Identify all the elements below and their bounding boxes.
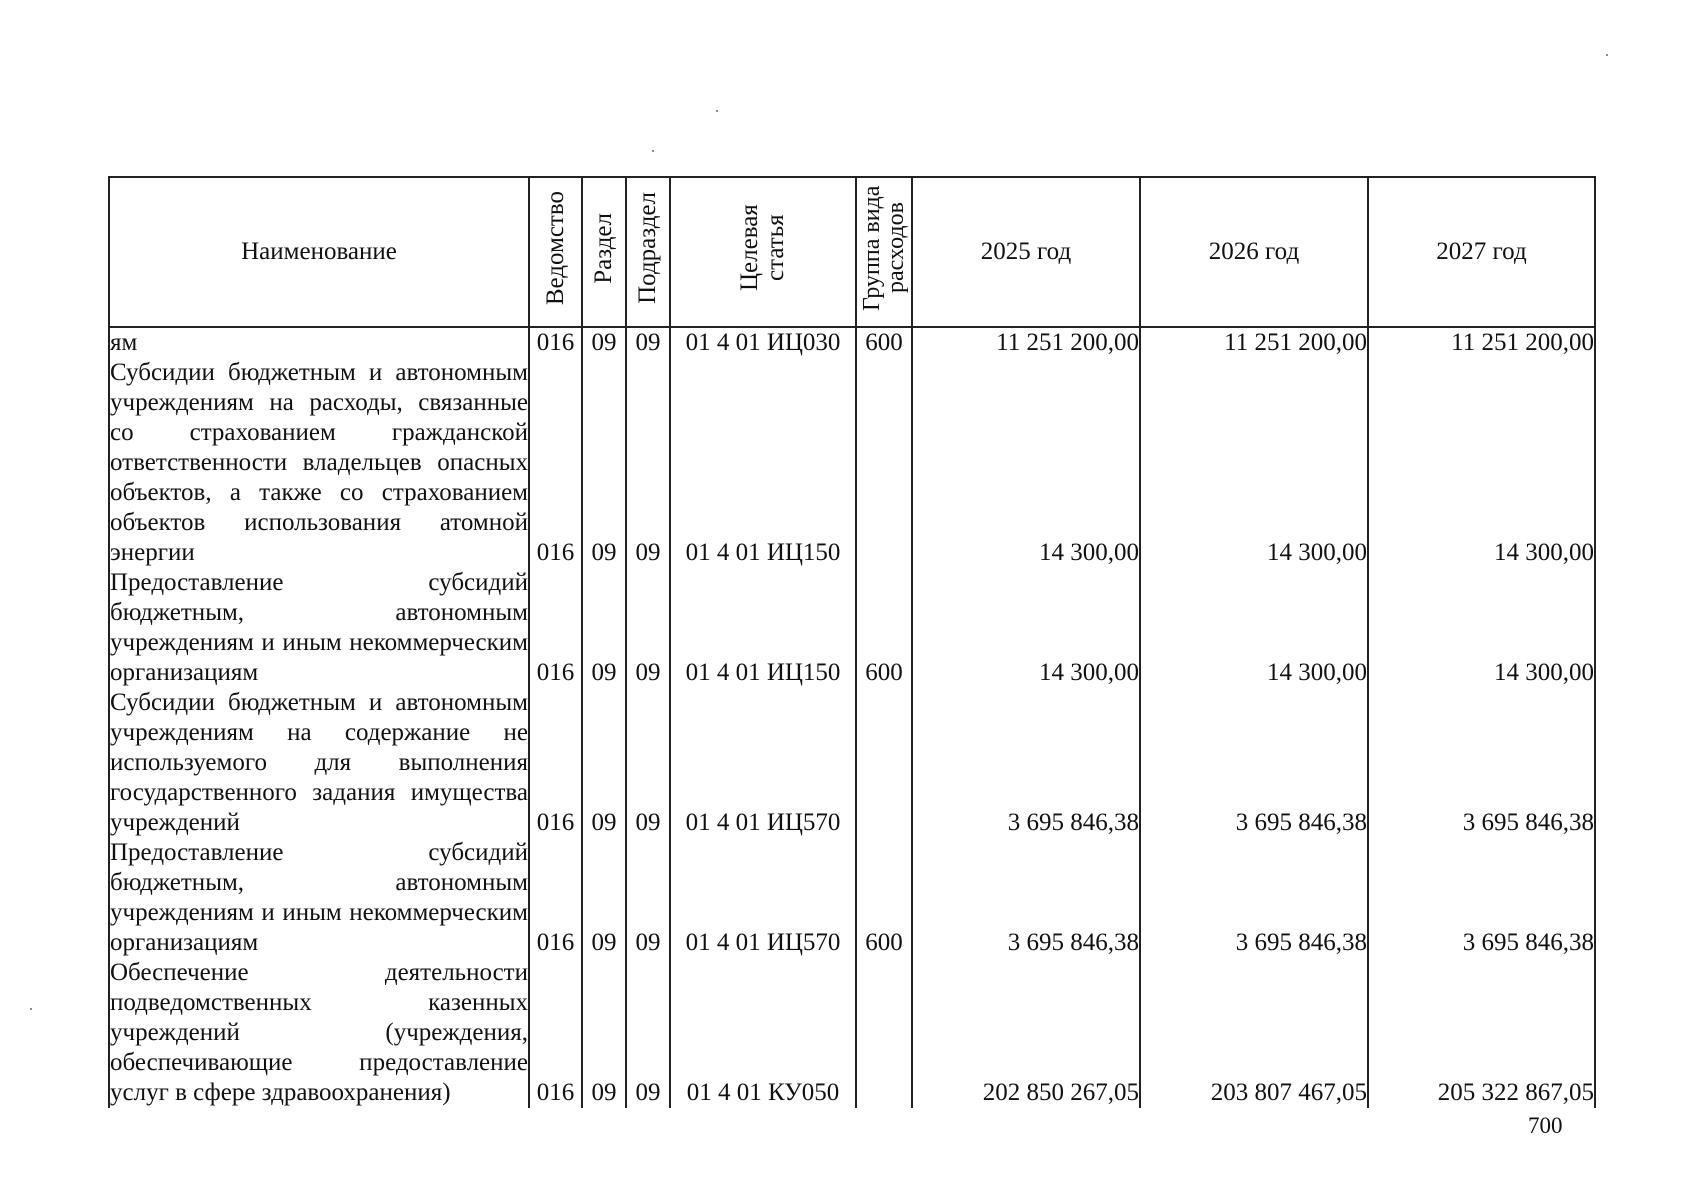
- row-name: Предоставление субсидий бюджетным, автономным учреждениям и иным некоммерческим организациям: [110, 569, 528, 686]
- scan-speck: [30, 1008, 32, 1010]
- row-amount-2027: 3 695 846,38: [1368, 688, 1595, 838]
- row-amount-2026: 3 695 846,38: [1140, 838, 1368, 958]
- row-expense-group: 600: [856, 838, 912, 958]
- row-subsection: 09: [626, 958, 670, 1108]
- row-target-article: 01 4 01 ИЦ570: [670, 688, 856, 838]
- table-row: [109, 327, 1595, 358]
- row-name: Субсидии бюджетным и автономным учреждениям на расходы, связанные со страхованием гражданской ответственности владельцев опасных объектов, а также со страхованием объектов использования атомной энергии: [110, 359, 528, 566]
- row-department: 016: [529, 688, 582, 838]
- header-section: Раздел: [582, 177, 626, 327]
- row-amount-2026: 11 251 200,00: [1140, 327, 1368, 358]
- budget-table: [108, 176, 1596, 1108]
- scan-speck: [652, 150, 654, 152]
- table-header-row: [109, 177, 1595, 327]
- header-name: Наименование: [109, 177, 529, 327]
- row-name: ям: [109, 327, 529, 358]
- table-row: [109, 958, 1595, 1108]
- row-amount-2027: 14 300,00: [1368, 358, 1595, 568]
- row-department: 016: [529, 568, 582, 688]
- row-subsection: 09: [626, 327, 670, 358]
- header-department: Ведомство: [529, 177, 582, 327]
- row-section: 09: [582, 327, 626, 358]
- row-department: 016: [529, 327, 582, 358]
- row-name: Обеспечение деятельности подведомственных казенных учреждений (учреждения, обеспечивающие предоставление услуг в сфере здравоохранения): [110, 959, 528, 1106]
- header-subsection: Подраздел: [626, 177, 670, 327]
- row-amount-2027: 11 251 200,00: [1368, 327, 1595, 358]
- row-section: 09: [582, 568, 626, 688]
- row-department: 016: [529, 958, 582, 1108]
- row-amount-2026: 3 695 846,38: [1140, 688, 1368, 838]
- row-section: 09: [582, 958, 626, 1108]
- row-target-article: 01 4 01 ИЦ030: [670, 327, 856, 358]
- row-expense-group: [856, 358, 912, 568]
- row-target-article: 01 4 01 ИЦ570: [670, 838, 856, 958]
- row-section: 09: [582, 688, 626, 838]
- row-expense-group: 600: [856, 327, 912, 358]
- row-amount-2026: 14 300,00: [1140, 358, 1368, 568]
- scan-speck: [716, 110, 718, 112]
- row-subsection: 09: [626, 688, 670, 838]
- row-amount-2027: 205 322 867,05: [1368, 958, 1595, 1108]
- row-amount-2026: 14 300,00: [1140, 568, 1368, 688]
- table-row: [109, 688, 1595, 838]
- header-expense-group: Группа вида расходов: [856, 177, 912, 327]
- table-row: [109, 568, 1595, 688]
- row-target-article: 01 4 01 ИЦ150: [670, 358, 856, 568]
- row-amount-2025: 14 300,00: [912, 568, 1140, 688]
- table-row: [109, 358, 1595, 568]
- row-amount-2025: 3 695 846,38: [912, 688, 1140, 838]
- row-amount-2025: 202 850 267,05: [912, 958, 1140, 1108]
- header-2025: 2025 год: [912, 177, 1140, 327]
- row-expense-group: 600: [856, 568, 912, 688]
- header-2026: 2026 год: [1140, 177, 1368, 327]
- row-amount-2025: 11 251 200,00: [912, 327, 1140, 358]
- row-subsection: 09: [626, 358, 670, 568]
- row-amount-2027: 14 300,00: [1368, 568, 1595, 688]
- row-target-article: 01 4 01 ИЦ150: [670, 568, 856, 688]
- row-section: 09: [582, 358, 626, 568]
- row-expense-group: [856, 688, 912, 838]
- row-name: Предоставление субсидий бюджетным, автономным учреждениям и иным некоммерческим организациям: [110, 839, 528, 956]
- row-subsection: 09: [626, 838, 670, 958]
- row-section: 09: [582, 838, 626, 958]
- row-target-article: 01 4 01 КУ050: [670, 958, 856, 1108]
- page-number: 700: [1528, 1113, 1563, 1138]
- scan-speck: [1606, 54, 1608, 56]
- table-row: [109, 838, 1595, 958]
- row-amount-2025: 3 695 846,38: [912, 838, 1140, 958]
- header-target-article: Целевая статья: [670, 177, 856, 327]
- row-name: Субсидии бюджетным и автономным учреждениям на содержание не используемого для выполнения государственного задания имущества учреждений: [110, 689, 528, 836]
- row-subsection: 09: [626, 568, 670, 688]
- row-amount-2026: 203 807 467,05: [1140, 958, 1368, 1108]
- row-department: 016: [529, 838, 582, 958]
- header-2027: 2027 год: [1368, 177, 1595, 327]
- row-department: 016: [529, 358, 582, 568]
- row-amount-2027: 3 695 846,38: [1368, 838, 1595, 958]
- row-expense-group: [856, 958, 912, 1108]
- row-amount-2025: 14 300,00: [912, 358, 1140, 568]
